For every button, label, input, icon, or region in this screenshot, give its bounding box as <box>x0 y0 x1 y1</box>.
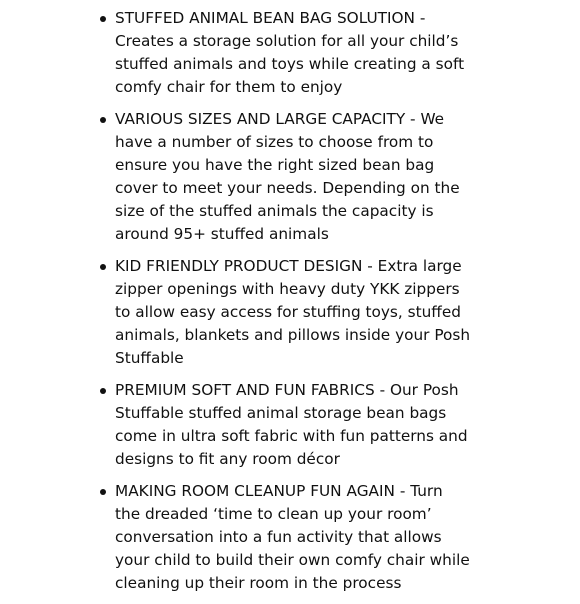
feature-bullet-item <box>99 379 471 471</box>
bullet-dot-icon <box>100 264 106 270</box>
feature-bullet-text: VARIOUS SIZES AND LARGE CAPACITY - We have a number of sizes to choose from to ensure you have the right sized bean bag cover to meet your needs. Depending on the size of the stuffed animals the capacity is around 95+ stuffed animals <box>115 110 460 243</box>
feature-bullet-list <box>99 7 471 604</box>
feature-bullet-item <box>99 480 471 595</box>
feature-bullet-text: KID FRIENDLY PRODUCT DESIGN - Extra large zipper openings with heavy duty YKK zippers to allow easy access for stuffing toys, stuffed animals, blankets and pillows inside your Posh Stuffable <box>115 257 471 367</box>
feature-bullet-text: STUFFED ANIMAL BEAN BAG SOLUTION - Creates a storage solution for all your child’s stuffed animals and toys while creating a soft comfy chair for them to enjoy <box>115 9 465 96</box>
bullet-dot-icon <box>100 489 106 495</box>
feature-bullet-item <box>99 108 471 246</box>
bullet-dot-icon <box>100 388 106 394</box>
bullet-dot-icon <box>100 117 106 123</box>
feature-bullet-text: PREMIUM SOFT AND FUN FABRICS - Our Posh Stuffable stuffed animal storage bean bags come in ultra soft fabric with fun patterns and designs to fit any room décor <box>115 381 468 468</box>
feature-bullet-text: MAKING ROOM CLEANUP FUN AGAIN - Turn the dreaded ‘time to clean up your room’ conversation into a fun activity that allows your child to build their own comfy chair while cleaning up their room in the process <box>115 482 470 592</box>
feature-bullet-item <box>99 7 471 99</box>
bullet-dot-icon <box>100 16 106 22</box>
feature-bullet-item <box>99 255 471 370</box>
